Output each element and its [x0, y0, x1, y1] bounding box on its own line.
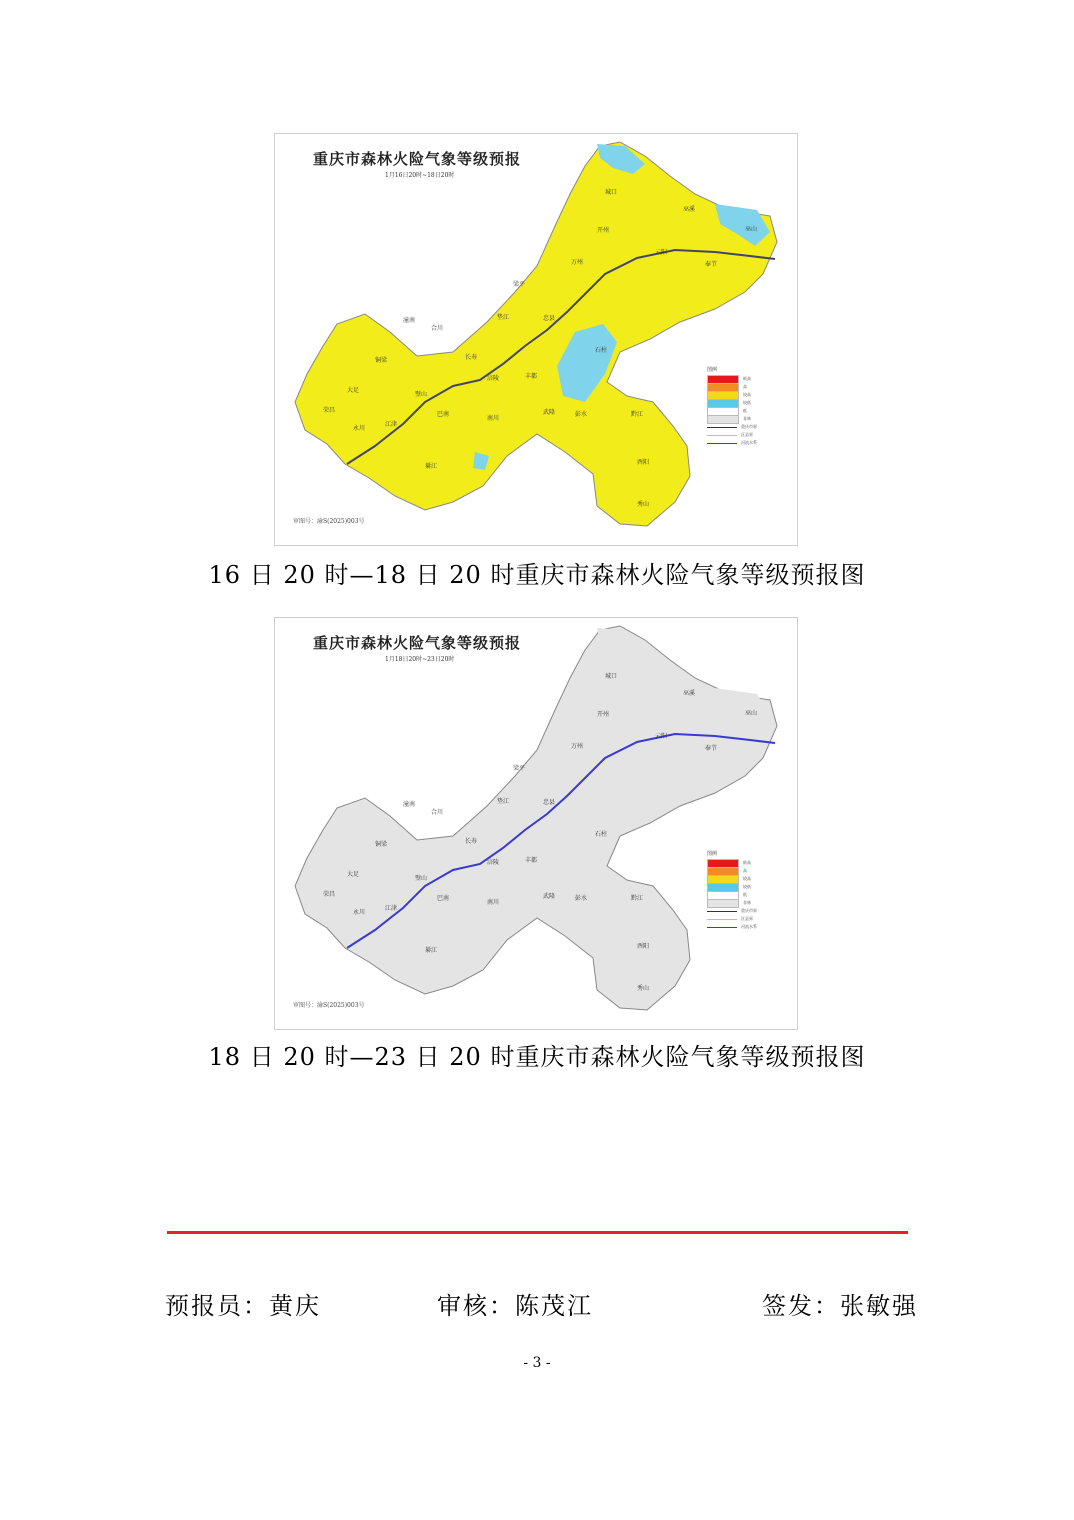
- page-number: - 3 -: [523, 1355, 551, 1371]
- place-label: 巫山: [745, 710, 758, 717]
- map-title: 重庆市森林火险气象等级预报: [313, 634, 522, 652]
- map-approval-number: 审图号：渝S(2025)003号: [293, 518, 365, 525]
- place-label: 彭水: [575, 411, 588, 418]
- legend-label: 区县界: [741, 916, 753, 921]
- place-label: 永川: [353, 909, 366, 916]
- legend-label: 较低: [743, 884, 751, 889]
- forecast-map-2: [274, 617, 798, 1030]
- place-label: 黔江: [631, 895, 644, 902]
- map-legend: [707, 850, 777, 931]
- legend-swatch: [707, 899, 739, 908]
- place-label: 荣昌: [323, 407, 336, 414]
- legend-line: [707, 435, 737, 436]
- legend-line: [707, 427, 737, 428]
- place-label: 丰都: [525, 857, 538, 864]
- place-label: 綦江: [425, 947, 438, 954]
- red-divider-line: [167, 1231, 908, 1234]
- legend-line: [707, 919, 737, 920]
- place-label: 綦江: [425, 463, 438, 470]
- place-label: 酉阳: [637, 459, 650, 466]
- place-label: 黔江: [631, 411, 644, 418]
- legend-label: 极高: [743, 376, 751, 381]
- legend-row: [707, 415, 777, 423]
- place-label: 开州: [597, 227, 610, 234]
- place-label: 铜梁: [375, 841, 388, 848]
- place-label: 垫江: [497, 314, 510, 321]
- map-caption-2: 18 日 20 时—23 日 20 时重庆市森林火险气象等级预报图: [208, 1043, 866, 1071]
- legend-label: 重庆市界: [741, 908, 757, 913]
- place-label: 忠县: [543, 799, 556, 806]
- place-label: 铜梁: [375, 357, 388, 364]
- issuer-signature: 签发：张敏强: [762, 1292, 918, 1320]
- forecaster-signature: 预报员：黄庆: [165, 1292, 321, 1320]
- legend-label: 河流水系: [741, 440, 757, 445]
- forecast-map-1: [274, 133, 798, 546]
- place-label: 潼南: [403, 317, 416, 324]
- legend-label: 较高: [743, 876, 751, 881]
- place-label: 梁平: [513, 765, 526, 772]
- place-label: 巴南: [437, 895, 450, 902]
- map-title: 重庆市森林火险气象等级预报: [313, 150, 522, 168]
- chongqing-region-fill: [295, 142, 777, 526]
- place-label: 云阳: [655, 249, 668, 256]
- map-legend: [707, 366, 777, 447]
- place-label: 垫江: [497, 798, 510, 805]
- place-label: 城口: [605, 673, 618, 680]
- legend-label: 河流水系: [741, 924, 757, 929]
- place-label: 璧山: [415, 875, 428, 882]
- place-label: 巫溪: [683, 690, 696, 697]
- legend-line: [707, 927, 737, 928]
- chongqing-map-1: [275, 134, 798, 546]
- place-label: 城口: [605, 189, 618, 196]
- legend-line: [707, 911, 737, 912]
- legend-label: 区县界: [741, 432, 753, 437]
- place-label: 巫山: [745, 226, 758, 233]
- place-label: 开州: [597, 711, 610, 718]
- place-label: 江津: [385, 421, 398, 428]
- legend-swatch: [707, 415, 739, 424]
- place-label: 南川: [487, 899, 500, 906]
- place-label: 云阳: [655, 733, 668, 740]
- place-label: 江津: [385, 905, 398, 912]
- place-label: 武隆: [543, 893, 556, 900]
- place-label: 长寿: [465, 838, 478, 845]
- chongqing-map-2: [275, 618, 798, 1030]
- place-label: 长寿: [465, 354, 478, 361]
- legend-row: [707, 923, 777, 931]
- legend-label: 高: [743, 384, 747, 389]
- legend-label: 非林: [743, 900, 751, 905]
- legend-row: [707, 899, 777, 907]
- place-label: 秀山: [637, 501, 650, 508]
- reviewer-signature: 审核：陈茂江: [437, 1292, 593, 1320]
- place-label: 彭水: [575, 895, 588, 902]
- map-subtitle: 1月18日20时~23日20时: [385, 656, 455, 663]
- place-label: 丰都: [525, 373, 538, 380]
- legend-label: 重庆市界: [741, 424, 757, 429]
- legend-row: [707, 439, 777, 447]
- legend-label: 非林: [743, 416, 751, 421]
- place-label: 忠县: [543, 315, 556, 322]
- place-label: 合川: [431, 325, 444, 332]
- place-label: 万州: [571, 743, 584, 750]
- place-label: 潼南: [403, 801, 416, 808]
- legend-label: 较高: [743, 392, 751, 397]
- map-caption-1: 16 日 20 时—18 日 20 时重庆市森林火险气象等级预报图: [208, 561, 866, 589]
- map-subtitle: 1月16日20时~18日20时: [385, 172, 455, 179]
- chongqing-region-fill: [295, 626, 777, 1010]
- legend-title: 图例: [707, 367, 718, 373]
- place-label: 万州: [571, 259, 584, 266]
- map-approval-number: 审图号：渝S(2025)003号: [293, 1002, 365, 1009]
- legend-label: 高: [743, 868, 747, 873]
- place-label: 巫溪: [683, 206, 696, 213]
- legend-row: [707, 907, 777, 915]
- place-label: 合川: [431, 809, 444, 816]
- legend-label: 较低: [743, 400, 751, 405]
- legend-title: 图例: [707, 851, 718, 857]
- place-label: 巴南: [437, 411, 450, 418]
- legend-row: [707, 423, 777, 431]
- place-label: 梁平: [513, 281, 526, 288]
- place-label: 璧山: [415, 391, 428, 398]
- place-label: 荣昌: [323, 891, 336, 898]
- legend-label: 低: [743, 892, 747, 897]
- place-label: 酉阳: [637, 943, 650, 950]
- place-label: 武隆: [543, 409, 556, 416]
- place-label: 永川: [353, 425, 366, 432]
- place-label: 奉节: [705, 261, 718, 268]
- place-label: 石柱: [595, 831, 608, 838]
- place-label: 大足: [347, 387, 360, 394]
- place-label: 大足: [347, 871, 360, 878]
- legend-row: [707, 431, 777, 439]
- place-label: 奉节: [705, 745, 718, 752]
- legend-label: 低: [743, 408, 747, 413]
- place-label: 涪陵: [487, 859, 500, 866]
- place-label: 石柱: [595, 347, 608, 354]
- place-label: 南川: [487, 415, 500, 422]
- legend-row: [707, 915, 777, 923]
- place-label: 秀山: [637, 985, 650, 992]
- legend-label: 极高: [743, 860, 751, 865]
- legend-line: [707, 443, 737, 444]
- place-label: 涪陵: [487, 375, 500, 382]
